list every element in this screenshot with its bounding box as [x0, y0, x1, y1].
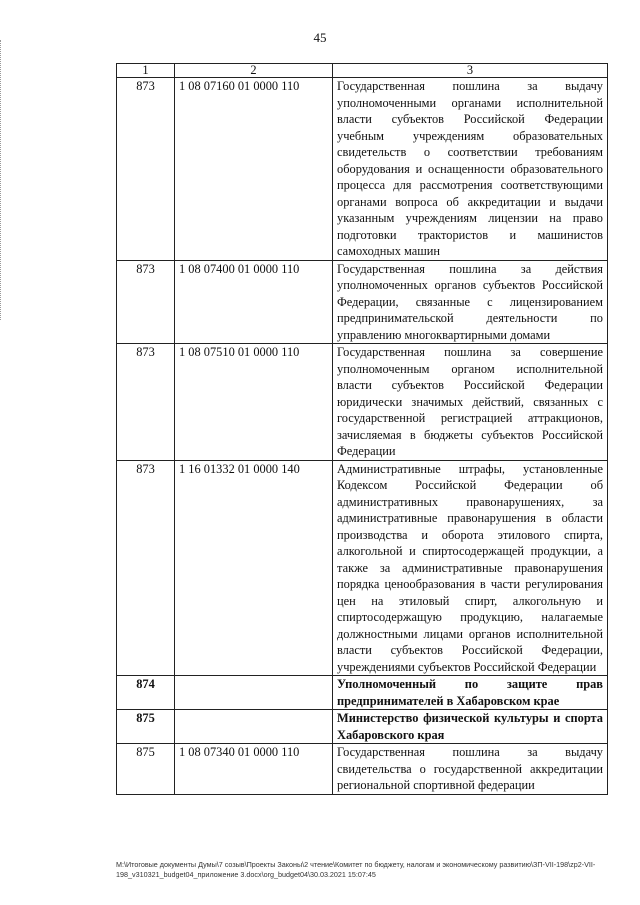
admin-code-cell: 875 — [117, 710, 175, 744]
table-row — [117, 344, 608, 461]
page-edge-mark — [0, 40, 4, 320]
column-header-2: 2 — [175, 64, 333, 78]
table-row — [117, 78, 608, 261]
budget-table — [116, 63, 608, 795]
administrator-name-cell: Уполномоченный по защите прав предпринимателей в Хабаровском крае — [333, 676, 608, 710]
income-name-cell: Государственная пошлина за выдачу свидетельства о государственной аккредитации региональной спортивной федерации — [333, 744, 608, 795]
footer-line-1: M:\Итоговые документы Думы\7 созыв\Проекты Законы\2 чтение\Комитет по бюджету, налогам и экономическому развитию\ЗП-VII-198\zp2-VII- — [116, 860, 596, 869]
budget-code-cell — [175, 676, 333, 710]
page-number: 45 — [313, 30, 327, 45]
administrator-heading-row — [117, 676, 608, 710]
admin-code-cell: 873 — [117, 344, 175, 461]
table-header-row — [117, 64, 608, 78]
budget-code-cell: 1 08 07510 01 0000 110 — [175, 344, 333, 461]
column-header-1: 1 — [117, 64, 175, 78]
income-name-cell: Административные штрафы, установленные Кодексом Российской Федерации об административных правонарушениях, за административные правонарушения в области производства и оборота этилового спирта, алкогольной и спиртосодержащей продукции, а также за административные правонарушения порядка ценообразования в части регулирования цен на этиловый спирт, алкогольную и спиртосодержащую продукцию, налагаемые должностными лицами органов исполнительной власти субъектов Российской Федерации, учреждениями субъектов Российской Федерации — [333, 460, 608, 676]
budget-code-cell — [175, 710, 333, 744]
budget-code-cell: 1 08 07160 01 0000 110 — [175, 78, 333, 261]
budget-code-cell: 1 08 07340 01 0000 110 — [175, 744, 333, 795]
table-row — [117, 460, 608, 676]
column-header-3: 3 — [333, 64, 608, 78]
income-name-cell: Государственная пошлина за совершение уполномоченным органом исполнительной власти субъектов Российской Федерации юридически значимых действий, связанных с государственной регистрацией аттракционов, зачисляемая в бюджеты субъектов Российской Федерации — [333, 344, 608, 461]
file-path-footer — [116, 860, 616, 880]
income-name-cell: Государственная пошлина за выдачу уполномоченными органами исполнительной власти субъектов Российской Федерации учебным учреждениям образовательных свидетельств о соответствии требованиям оборудования и оснащенности образовательного процесса для рассмотрения соответствующими органами вопроса об аккредитации и выдачи указанным учреждениям лицензии на право подготовки трактористов и машинистов самоходных машин — [333, 78, 608, 261]
budget-code-cell: 1 16 01332 01 0000 140 — [175, 460, 333, 676]
admin-code-cell: 873 — [117, 78, 175, 261]
table-row — [117, 744, 608, 795]
admin-code-cell: 873 — [117, 460, 175, 676]
income-name-cell: Государственная пошлина за действия уполномоченных органов субъектов Российской Федерации, связанные с лицензированием предпринимательской деятельности по управлению многоквартирными домами — [333, 260, 608, 344]
admin-code-cell: 873 — [117, 260, 175, 344]
administrator-name-cell: Министерство физической культуры и спорта Хабаровского края — [333, 710, 608, 744]
administrator-heading-row — [117, 710, 608, 744]
admin-code-cell: 875 — [117, 744, 175, 795]
budget-code-cell: 1 08 07400 01 0000 110 — [175, 260, 333, 344]
admin-code-cell: 874 — [117, 676, 175, 710]
table-row — [117, 260, 608, 344]
footer-line-2: 198_v310321_budget04_приложение 3.docx\org_budget04\30.03.2021 15:07:45 — [116, 870, 376, 879]
